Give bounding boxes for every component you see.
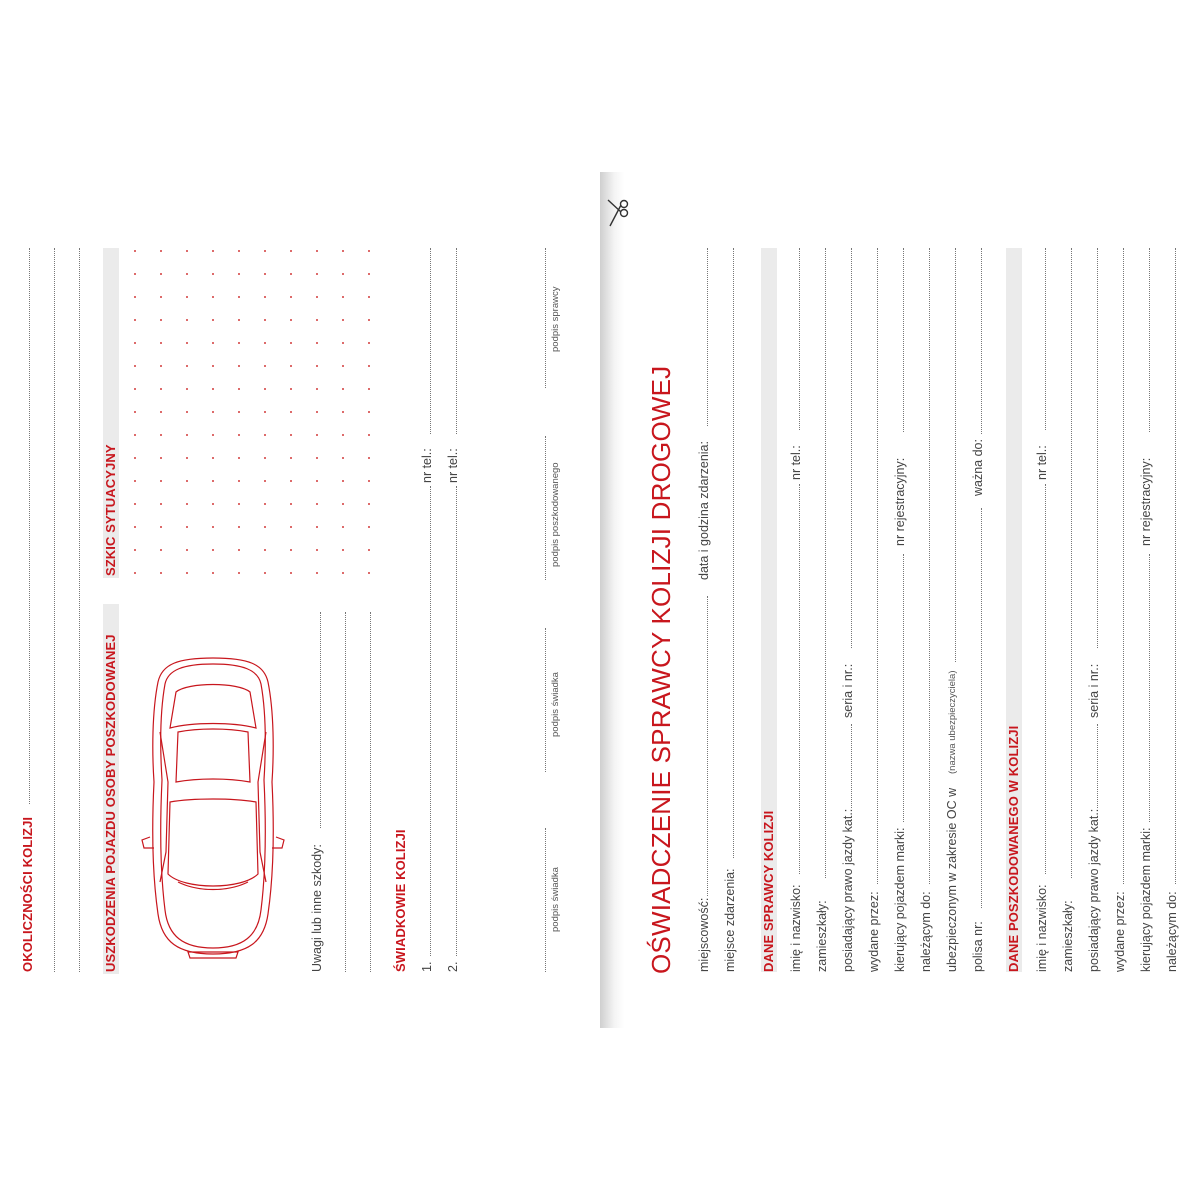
sketch-dot [212, 296, 214, 298]
okolicznosci-line-2 [54, 248, 55, 972]
sketch-dot [186, 526, 188, 528]
poszk-posiadajacy-label: posiadający prawo jazdy kat.: [1087, 808, 1101, 972]
sketch-dot [264, 457, 266, 459]
sketch-dot [186, 572, 188, 574]
poszk-tel-line [1045, 248, 1046, 430]
sketch-dot [342, 365, 344, 367]
witness-1-label: 1. [420, 961, 434, 972]
sketch-dot [368, 342, 370, 344]
sketch-dot [368, 388, 370, 390]
sketch-dot [238, 434, 240, 436]
sketch-dot [342, 411, 344, 413]
sprawca-imie-label: imię i nazwisko: [789, 884, 803, 972]
witness-1-tel-line [430, 248, 431, 434]
sketch-dot [212, 388, 214, 390]
poszk-seria-label: seria i nr.: [1087, 663, 1101, 718]
poszk-wydane-label: wydane przez: [1113, 891, 1127, 972]
witness-2-tel-line [456, 248, 457, 434]
sketch-dot [316, 526, 318, 528]
sketch-dot [212, 457, 214, 459]
sketch-dot [212, 572, 214, 574]
sketch-dot [264, 365, 266, 367]
sketch-dot [238, 250, 240, 252]
miejscowosc-label: miejscowość: [697, 897, 711, 972]
sketch-dot [160, 549, 162, 551]
poszk-wydane-line [1123, 248, 1124, 884]
poszk-zamieszkaly-label: zamieszkały: [1061, 900, 1075, 972]
sketch-dot [368, 434, 370, 436]
sketch-dot [342, 480, 344, 482]
sketch-dot [264, 503, 266, 505]
sketch-dot [134, 549, 136, 551]
poszk-imie-line [1045, 484, 1046, 874]
sprawca-tel-line [799, 248, 800, 430]
sketch-dot [316, 480, 318, 482]
sketch-dot [186, 457, 188, 459]
sig-perpetrator-line [545, 248, 546, 388]
sketch-dot [316, 365, 318, 367]
sketch-dot [316, 250, 318, 252]
sprawca-kat-line [851, 724, 852, 808]
sketch-dot [238, 549, 240, 551]
sketch-dot [238, 526, 240, 528]
sketch-dot [186, 503, 188, 505]
sketch-dot [290, 411, 292, 413]
sprawca-ubezpieczonym-line [955, 248, 956, 662]
sketch-dot [342, 549, 344, 551]
witness-2-label: 2. [446, 961, 460, 972]
sketch-dot [160, 526, 162, 528]
sketch-dot [316, 342, 318, 344]
sketch-dot [186, 549, 188, 551]
sketch-dot [342, 503, 344, 505]
sketch-dot [290, 572, 292, 574]
okolicznosci-line-3 [79, 248, 80, 972]
sketch-dot [160, 319, 162, 321]
sketch-dot [186, 365, 188, 367]
sprawca-marka-line [903, 554, 904, 822]
sprawca-nalezacym-line [929, 248, 930, 884]
uwagi-line-3 [370, 612, 371, 972]
sketch-dot [290, 480, 292, 482]
sketch-dot [134, 388, 136, 390]
sig-injured-line [545, 436, 546, 580]
sprawca-nr-rej-line [903, 248, 904, 432]
sketch-dot [160, 503, 162, 505]
sketch-dot [342, 296, 344, 298]
sprawca-posiadajacy-label: posiadający prawo jazdy kat.: [841, 808, 855, 972]
sketch-dot [342, 273, 344, 275]
sketch-dot [238, 388, 240, 390]
car-top-view-icon [138, 652, 288, 962]
szkic-header: SZKIC SYTUACYJNY [103, 444, 118, 576]
swiadkowie-header: ŚWIADKOWIE KOLIZJI [393, 829, 408, 972]
sketch-dot [264, 388, 266, 390]
sketch-dot [160, 411, 162, 413]
miejscowosc-line [707, 596, 708, 896]
sketch-dot [134, 480, 136, 482]
sketch-dot [186, 388, 188, 390]
sketch-dot [238, 503, 240, 505]
sketch-dot [264, 411, 266, 413]
sketch-dot [186, 434, 188, 436]
sketch-dot [368, 411, 370, 413]
sketch-dot [212, 342, 214, 344]
miejsce-zdarzenia-label: miejsce zdarzenia: [723, 868, 737, 972]
sketch-dot [186, 250, 188, 252]
sketch-dot [134, 365, 136, 367]
sketch-dot [134, 526, 136, 528]
poszk-kat-line [1097, 724, 1098, 808]
uszkodzenia-header: USZKODZENIA POJAZDU OSOBY POSZKODOWANEJ [103, 634, 118, 972]
sketch-dot [160, 250, 162, 252]
sketch-dot [316, 319, 318, 321]
sketch-dot [238, 365, 240, 367]
sketch-dot [264, 296, 266, 298]
dane-sprawcy-header: DANE SPRAWCY KOLIZJI [761, 810, 776, 972]
witness-1-line [430, 486, 431, 956]
sketch-dot [264, 526, 266, 528]
sketch-dot [238, 342, 240, 344]
data-godzina-label: data i godzina zdarzenia: [697, 441, 711, 580]
dane-poszkodowanego-header: DANE POSZKODOWANEGO W KOLIZJI [1006, 725, 1021, 972]
sketch-dot [160, 273, 162, 275]
sketch-dot [134, 503, 136, 505]
sketch-dot [212, 273, 214, 275]
sketch-dot [238, 319, 240, 321]
sketch-dot [264, 572, 266, 574]
sketch-dot [316, 457, 318, 459]
sketch-dot [368, 250, 370, 252]
sprawca-nalezacym-label: należącym do: [919, 891, 933, 972]
sprawca-tel-label: nr tel.: [789, 445, 803, 480]
sprawca-wydane-line [877, 248, 878, 884]
sketch-dot [290, 503, 292, 505]
witness-2-tel-label: nr tel.: [446, 448, 460, 483]
sprawca-wazna-line [981, 248, 982, 434]
sketch-dot [290, 388, 292, 390]
sketch-dot [368, 457, 370, 459]
uwagi-label: Uwagi lub inne szkody: [310, 844, 324, 972]
sketch-dot [212, 549, 214, 551]
poszk-nalezacym-line [1175, 248, 1176, 884]
poszk-imie-label: imię i nazwisko: [1035, 884, 1049, 972]
document-title: OŚWIADCZENIE SPRAWCY KOLIZJI DROGOWEJ [646, 365, 676, 974]
sketch-dot [290, 273, 292, 275]
sketch-dot [186, 273, 188, 275]
sprawca-zamieszkaly-line [825, 248, 826, 878]
sketch-dot [316, 572, 318, 574]
sketch-dot [134, 319, 136, 321]
sketch-dot [134, 457, 136, 459]
sketch-dot [368, 480, 370, 482]
sig-witness-1-line [545, 828, 546, 972]
sketch-dot [160, 296, 162, 298]
sketch-dot [290, 250, 292, 252]
okolicznosci-line-1 [29, 248, 30, 804]
sketch-dot [290, 319, 292, 321]
witness-1-tel-label: nr tel.: [420, 448, 434, 483]
sketch-dot [316, 388, 318, 390]
sketch-dot [186, 319, 188, 321]
poszk-zamieszkaly-line [1071, 248, 1072, 878]
sketch-dot [368, 365, 370, 367]
sketch-dot [342, 572, 344, 574]
sketch-dot [160, 480, 162, 482]
poszk-nr-rej-line [1149, 248, 1150, 432]
sketch-dot [368, 273, 370, 275]
sketch-dot [290, 296, 292, 298]
poszk-seria-line [1097, 248, 1098, 648]
sprawca-kierujacy-label: kierujący pojazdem marki: [893, 827, 907, 972]
uwagi-line-1 [320, 612, 321, 828]
sprawca-wydane-label: wydane przez: [867, 891, 881, 972]
sketch-dot [238, 273, 240, 275]
sketch-dot [316, 549, 318, 551]
sketch-dot [238, 411, 240, 413]
sketch-dot [290, 434, 292, 436]
sketch-dot [186, 342, 188, 344]
sketch-dot [264, 549, 266, 551]
sketch-dot [316, 503, 318, 505]
sketch-dot [368, 503, 370, 505]
sketch-dot [290, 457, 292, 459]
sketch-dot [290, 526, 292, 528]
sprawca-nr-rej-label: nr rejestracyjny: [893, 457, 907, 546]
sketch-dot [212, 480, 214, 482]
sketch-dot [264, 319, 266, 321]
sprawca-seria-label: seria i nr.: [841, 663, 855, 718]
sketch-dot [238, 457, 240, 459]
page-fold [600, 172, 624, 1028]
data-godzina-line [707, 248, 708, 426]
miejsce-zdarzenia-line [733, 248, 734, 858]
sig-perpetrator-label: podpis sprawcy [550, 286, 561, 352]
sprawca-wazna-label: ważna do: [971, 439, 985, 496]
sketch-dot [342, 342, 344, 344]
sketch-dot [186, 480, 188, 482]
sketch-dot [212, 250, 214, 252]
sketch-dot [342, 388, 344, 390]
sketch-dot [368, 572, 370, 574]
uwagi-line-2 [345, 612, 346, 972]
sketch-dot [316, 296, 318, 298]
sketch-dot [134, 273, 136, 275]
sketch-dot [368, 549, 370, 551]
sketch-dot [342, 526, 344, 528]
sprawca-seria-line [851, 248, 852, 648]
sig-witness-2-line [545, 628, 546, 772]
sketch-dot [238, 572, 240, 574]
sketch-dot [264, 434, 266, 436]
sketch-dot [134, 342, 136, 344]
sketch-dot [160, 572, 162, 574]
sprawca-imie-line [799, 484, 800, 874]
sketch-dot [212, 434, 214, 436]
sig-witness-1-label: podpis świadka [550, 867, 561, 932]
sketch-dot [212, 365, 214, 367]
poszk-nr-rej-label: nr rejestracyjny: [1139, 457, 1153, 546]
sketch-dot [160, 457, 162, 459]
sketch-dot [134, 250, 136, 252]
sig-witness-2-label: podpis świadka [550, 672, 561, 737]
sketch-dot [290, 342, 292, 344]
sprawca-nazwa-ubezp-label: (nazwa ubezpieczyciela) [947, 670, 958, 774]
sketch-dot [238, 480, 240, 482]
poszk-kierujacy-label: kierujący pojazdem marki: [1139, 827, 1153, 972]
sketch-dot [186, 296, 188, 298]
sprawca-zamieszkaly-label: zamieszkały: [815, 900, 829, 972]
sketch-dot [186, 411, 188, 413]
sketch-dot [342, 457, 344, 459]
sketch-dot [212, 411, 214, 413]
sketch-dot [316, 411, 318, 413]
sketch-dot [316, 273, 318, 275]
poszk-nalezacym-label: należącym do: [1165, 891, 1179, 972]
sketch-dot [342, 434, 344, 436]
sketch-dot [134, 572, 136, 574]
sprawca-polisa-line [981, 508, 982, 908]
poszk-marka-line [1149, 554, 1150, 822]
poszk-tel-label: nr tel.: [1035, 445, 1049, 480]
sketch-dot [264, 342, 266, 344]
sketch-dot [160, 434, 162, 436]
sketch-dot [316, 434, 318, 436]
witness-2-line [456, 486, 457, 956]
okolicznosci-header: OKOLICZNOŚCI KOLIZJI [20, 816, 35, 972]
sketch-dot [368, 296, 370, 298]
sketch-dot [342, 250, 344, 252]
sig-injured-label: podpis poszkodowanego [550, 462, 561, 567]
sketch-dot [290, 549, 292, 551]
sprawca-ubezpieczonym-label: ubezpieczonym w zakresie OC w [945, 787, 959, 972]
sketch-dot [134, 296, 136, 298]
sketch-dot [264, 480, 266, 482]
sketch-dot [160, 342, 162, 344]
sketch-dot [264, 273, 266, 275]
scissors-icon [604, 196, 630, 232]
sketch-dot [134, 411, 136, 413]
sketch-dot [368, 526, 370, 528]
sketch-dot [160, 388, 162, 390]
sketch-dot [160, 365, 162, 367]
sketch-dot [264, 250, 266, 252]
sketch-dot [290, 365, 292, 367]
sprawca-polisa-label: polisa nr: [971, 921, 985, 972]
sketch-dot [212, 526, 214, 528]
sketch-dot [342, 319, 344, 321]
sketch-dot [212, 503, 214, 505]
sketch-dot [134, 434, 136, 436]
sketch-dot [238, 296, 240, 298]
sketch-dot [212, 319, 214, 321]
sketch-dot [368, 319, 370, 321]
